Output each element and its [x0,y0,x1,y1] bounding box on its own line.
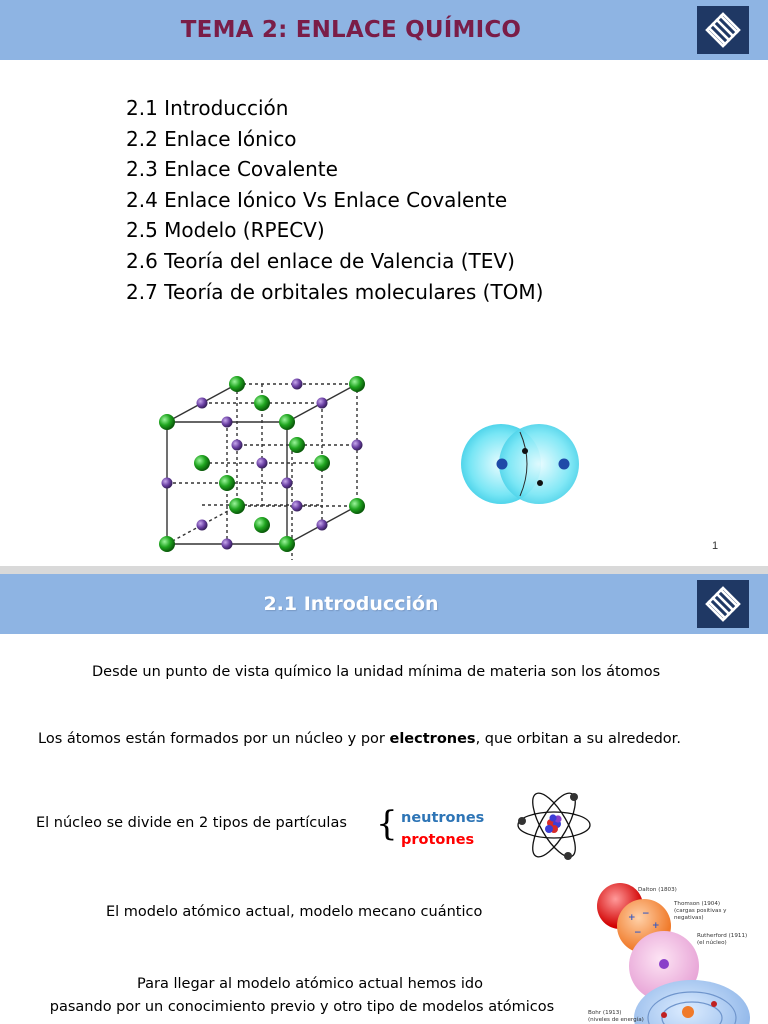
intro-line-nucleus: El núcleo se divide en 2 tipos de partículas [36,815,347,831]
intro-line-electrons [38,731,681,747]
intro-line-atoms: Desde un punto de vista químico la unidad mínima de materia son los átomos [92,664,661,680]
slide-1-header [0,0,768,60]
toc-item: 2.6 Teoría del enlace de Valencia (TEV) [126,248,515,273]
model-note-thomson-2: negativas) [674,915,704,921]
toc-item: 2.2 Enlace Iónico [126,126,297,151]
model-note-thomson-1: (cargas positivas y [674,908,727,914]
model-label-rutherford: Rutherford (1911) [697,933,748,939]
model-label-thomson: Thomson (1904) [674,901,721,907]
atom-icon [514,779,592,865]
toc-item: 2.4 Enlace Iónico Vs Enlace Covalente [126,187,508,212]
intro-line-current-model: El modelo atómico actual, modelo mecano cuántico [106,904,483,920]
model-label-dalton: Dalton (1803) [638,887,677,893]
slide-2 [0,574,768,1024]
particle-list [401,807,484,851]
particle-neutrones: neutrones [401,810,485,826]
atomic-models-icon [588,880,768,1024]
svg-text:−: − [642,909,650,919]
svg-text:+: + [652,921,660,931]
model-label-bohr: Bohr (1913) [588,1010,622,1016]
university-logo-icon [697,6,749,54]
toc-item: 2.7 Teoría de orbitales moleculares (TOM) [126,279,544,304]
university-logo-icon [697,580,749,628]
table-of-contents [126,93,543,307]
electrons-text-post: , que orbitan a su alrededor. [475,731,681,747]
brace-symbol: { [376,804,398,844]
svg-text:−: − [634,928,642,938]
toc-item: 2.1 Introducción [126,96,289,120]
intro-line-history-1: Para llegar al modelo atómico actual hemos ido [137,976,483,992]
page-number: 1 [712,540,719,552]
ionic-crystal-lattice-icon [150,370,375,560]
covalent-molecule-icon [456,420,584,510]
slide-1-title: TEMA 2: ENLACE QUÍMICO [180,17,522,43]
svg-text:+: + [628,913,636,923]
electrons-text-pre: Los átomos están formados por un núcleo y por [38,731,390,747]
slide-2-title: 2.1 Introducción [263,593,439,615]
model-note-rutherford: (el núcleo) [697,940,727,946]
particle-protones: protones [401,832,475,848]
intro-line-history-2: pasando por un conocimiento previo y otro tipo de modelos atómicos [49,999,555,1015]
slide-2-header [0,574,768,634]
electrons-keyword: electrones [389,731,476,747]
model-note-bohr: (niveles de energía) [588,1017,644,1023]
toc-item: 2.3 Enlace Covalente [126,157,338,182]
toc-item: 2.5 Modelo (RPECV) [126,218,325,243]
slide-separator [0,566,768,574]
